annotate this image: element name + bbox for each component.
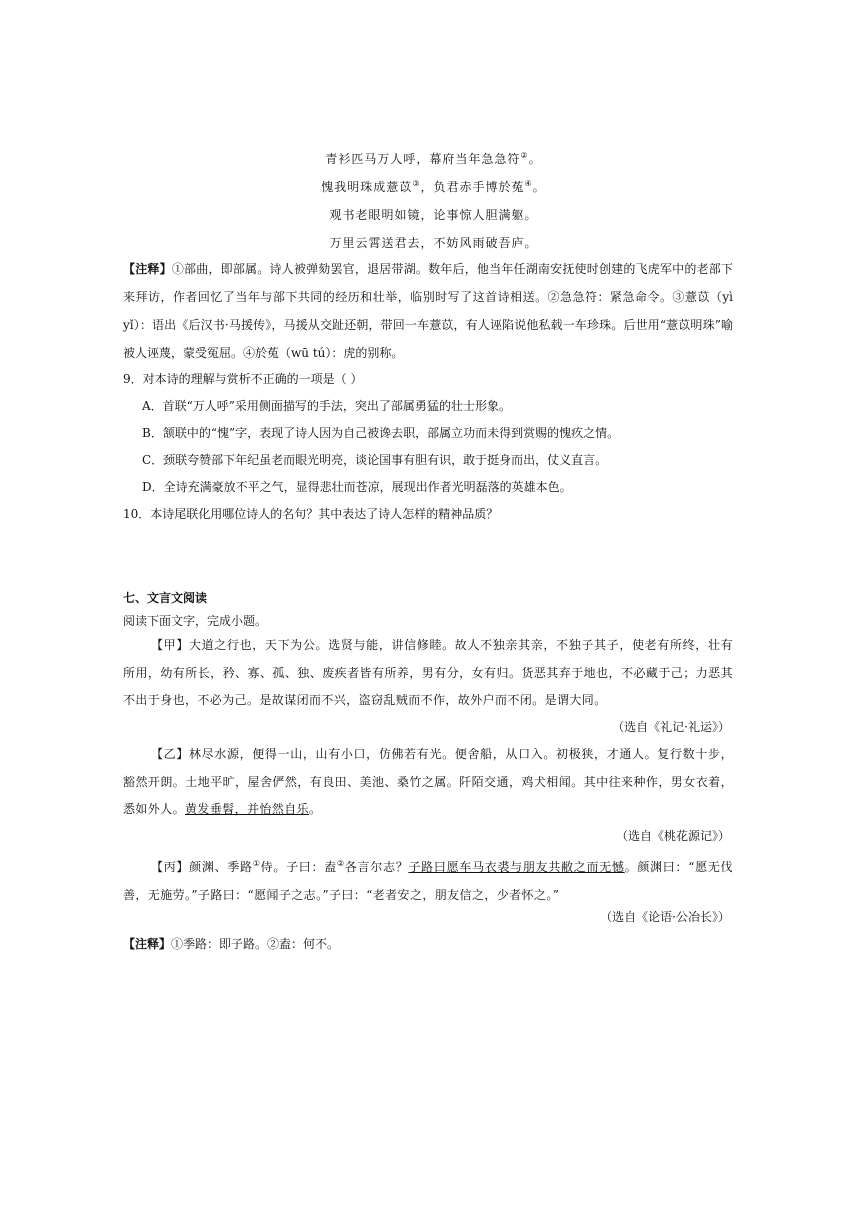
poem-line-1: 青衫匹马万人呼，幕府当年急急符②。 <box>325 151 542 166</box>
passage-yi: 【乙】林尽水源，便得一山，山有小口，仿佛若有光。便舍船，从口入。初极狭，才通人。复行数十步，豁然开朗。土地平旷，屋舍俨然，有良田、美池、桑竹之属。阡陌交通，鸡犬相闻。其中往来种作，男女衣着，悉如外人。黄发垂髫，并怡然自乐。 <box>123 747 733 816</box>
passage-yi-source: （选自《桃花源记》） <box>615 829 730 843</box>
section-instruction: 阅读下面文字，完成小题。 <box>123 614 268 628</box>
question-9-option-b: B．颔联中的“愧”字，表现了诗人因为自己被谗去职，部属立功而未得到赏赐的愧疚之情。 <box>142 426 620 440</box>
passage-jia: 【甲】大道之行也，天下为公。选贤与能，讲信修睦。故人不独亲其亲，不独子其子，使老有所终，壮有所用，幼有所长，矜、寡、孤、独、废疾者皆有所养，男有分，女有归。货恶其弃于地也，不必藏于己；力恶其不出于身也，不必为己。是故谋闭而不兴，盗窃乱贼而不作，故外户而不闭。是谓大同。 <box>123 638 733 707</box>
question-9-stem: 9．对本诗的理解与赏析不正确的一项是（ ） <box>123 372 363 386</box>
footnote-mark: ② <box>336 859 345 868</box>
annotation-label: 【注释】 <box>123 937 172 951</box>
passage-bing-source: （选自《论语·公冶长》） <box>600 910 730 924</box>
question-9-option-d: D．全诗充满豪放不平之气，显得悲壮而苍凉，展现出作者光明磊落的英雄本色。 <box>142 480 572 494</box>
footnote-mark: ④ <box>524 179 533 188</box>
section-heading: 七、文言文阅读 <box>123 591 208 605</box>
annotation-text: ①部曲，即部属。诗人被弹劾罢官，退居带湖。数年后，他当年任湖南安抚使时创建的飞虎军中的老部下来拜访，作者回忆了当年与部下共同的经历和壮举，临别时写了这首诗相送。②急急符：紧急命令。③薏苡（yì yǐ）：语出《后汉书·马援传》，马援从交趾还朝，带回一车薏苡，有人诬陷说他私载一车珍珠。后世用“薏苡明珠”喻被人诬蔑，蒙受冤屈。④於菟（wū tú）：虎的别称。 <box>123 262 733 360</box>
question-9-option-a: A．首联“万人呼”采用侧面描写的手法，突出了部属勇猛的壮士形象。 <box>142 399 511 413</box>
passage-annotation <box>123 935 339 952</box>
underlined-sentence: 黄发垂髫，并怡然自乐 <box>185 802 310 816</box>
question-10-stem: 10．本诗尾联化用哪位诗人的名句？其中表达了诗人怎样的精神品质？ <box>123 507 499 521</box>
question-9-option-c: C．颈联夸赞部下年纪虽老而眼光明亮，谈论国事有胆有识，敢于挺身而出，仗义直言。 <box>142 453 608 467</box>
annotation-text: ①季路：即子路。②盍：何不。 <box>171 937 340 951</box>
annotation-label: 【注释】 <box>123 262 172 276</box>
passage-bing: 【丙】颜渊、季路①侍。子曰：盍②各言尔志？子路曰愿车马衣裘与朋友共敝之而无憾。颜渊曰：“愿无伐善，无施劳。”子路曰：“愿闻子之志。”子曰：“老者安之，朋友信之，少者怀之。” <box>123 859 733 902</box>
poem-line-4: 万里云霄送君去，不妨风雨破吾庐。 <box>329 236 538 250</box>
underlined-sentence: 子路曰愿车马衣裘与朋友共敝之而无憾 <box>408 860 625 874</box>
poem-line-3: 观书老眼明如镜，论事惊人胆满躯。 <box>329 208 538 222</box>
poem-line-2: 愧我明珠成薏苡③，负君赤手博於菟④。 <box>321 179 546 194</box>
passage-jia-source: （选自《礼记·礼运》） <box>612 720 730 734</box>
footnote-mark: ② <box>520 151 529 160</box>
poem-annotation <box>123 255 733 367</box>
footnote-mark: ① <box>252 859 261 868</box>
footnote-mark: ③ <box>412 179 421 188</box>
